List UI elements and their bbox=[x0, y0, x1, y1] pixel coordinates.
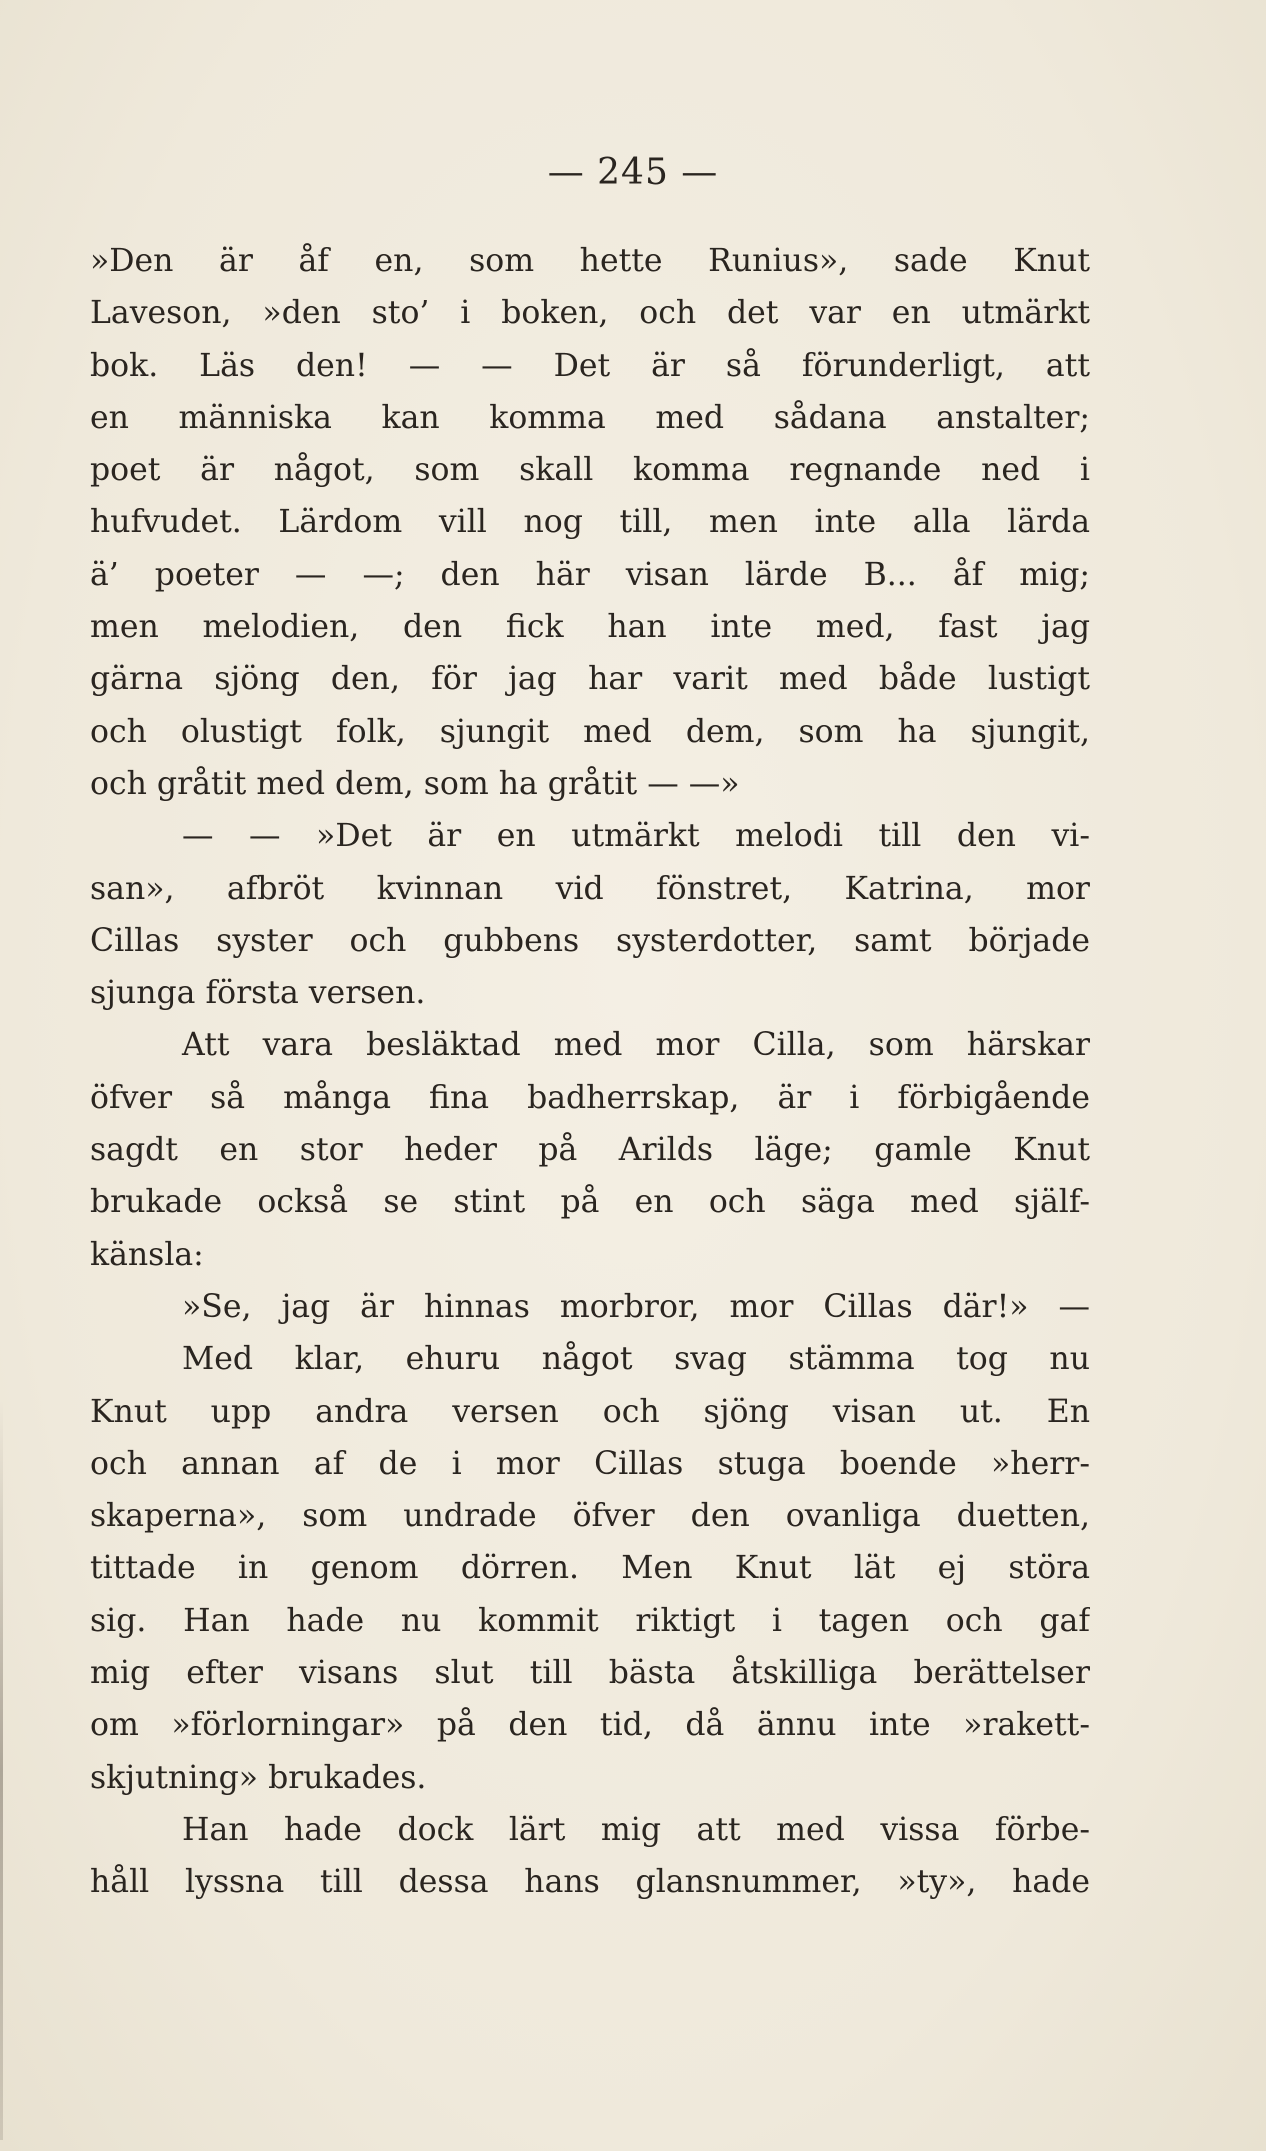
text-line: bok. Läs den! — — Det är så förunderligt, att bbox=[90, 347, 1090, 384]
text-line: »Se, jag är hinnas morbror, mor Cillas där!» — bbox=[182, 1288, 1090, 1325]
page-number: — 245 — bbox=[547, 152, 719, 193]
text-line: brukade också se stint på en och säga med själf- bbox=[90, 1184, 1090, 1221]
text-line: hufvudet. Lärdom vill nog till, men inte alla lärda bbox=[90, 504, 1090, 541]
text-line: tittade in genom dörren. Men Knut lät ej störa bbox=[90, 1550, 1090, 1587]
text-line: en människa kan komma med sådana anstalter; bbox=[90, 399, 1090, 436]
text-line: mig efter visans slut till bästa åtskilliga berättelser bbox=[90, 1655, 1090, 1692]
text-line: känsla: bbox=[90, 1236, 204, 1273]
text-line: Att vara besläktad med mor Cilla, som härskar bbox=[182, 1027, 1090, 1064]
text-line: Med klar, ehuru något svag stämma tog nu bbox=[182, 1341, 1090, 1378]
text-line: san», afbröt kvinnan vid fönstret, Katrina, mor bbox=[90, 870, 1090, 907]
text-line: — — »Det är en utmärkt melodi till den vi- bbox=[182, 818, 1090, 855]
text-line: och olustigt folk, sjungit med dem, som ha sjungit, bbox=[90, 713, 1090, 750]
text-line: och annan af de i mor Cillas stuga boende »herr- bbox=[90, 1445, 1090, 1482]
text-line: Han hade dock lärt mig att med vissa förbe- bbox=[182, 1811, 1090, 1848]
text-line: Knut upp andra versen och sjöng visan ut. En bbox=[90, 1393, 1090, 1430]
text-line: »Den är åf en, som hette Runius», sade Knut bbox=[90, 243, 1090, 279]
text-line: skjutning» brukades. bbox=[90, 1759, 427, 1796]
text-line: ä’ poeter — —; den här visan lärde B... åf mig; bbox=[90, 556, 1090, 593]
text-line: Cillas syster och gubbens systerdotter, samt började bbox=[90, 922, 1090, 959]
text-line: öfver så många fina badherrskap, är i förbigående bbox=[90, 1079, 1090, 1116]
text-line: gärna sjöng den, för jag har varit med både lustigt bbox=[90, 661, 1090, 698]
page-edge-shadow bbox=[0, 1400, 3, 2140]
text-line: Laveson, »den sto’ i boken, och det var en utmärkt bbox=[90, 295, 1090, 332]
text-line: sagdt en stor heder på Arilds läge; gamle Knut bbox=[90, 1132, 1090, 1169]
body-text bbox=[90, 235, 1090, 1909]
text-line: om »förlorningar» på den tid, då ännu inte »rakett- bbox=[90, 1707, 1090, 1744]
text-line: sjunga första versen. bbox=[90, 975, 426, 1012]
text-line: skaperna», som undrade öfver den ovanliga duetten, bbox=[90, 1498, 1090, 1535]
text-line: men melodien, den fick han inte med, fast jag bbox=[90, 609, 1090, 646]
text-line: poet är något, som skall komma regnande ned i bbox=[90, 452, 1090, 489]
text-line: och gråtit med dem, som ha gråtit — —» bbox=[90, 765, 740, 802]
text-line: sig. Han hade nu kommit riktigt i tagen och gaf bbox=[90, 1602, 1090, 1639]
text-line: håll lyssna till dessa hans glansnummer, »ty», hade bbox=[90, 1864, 1090, 1901]
